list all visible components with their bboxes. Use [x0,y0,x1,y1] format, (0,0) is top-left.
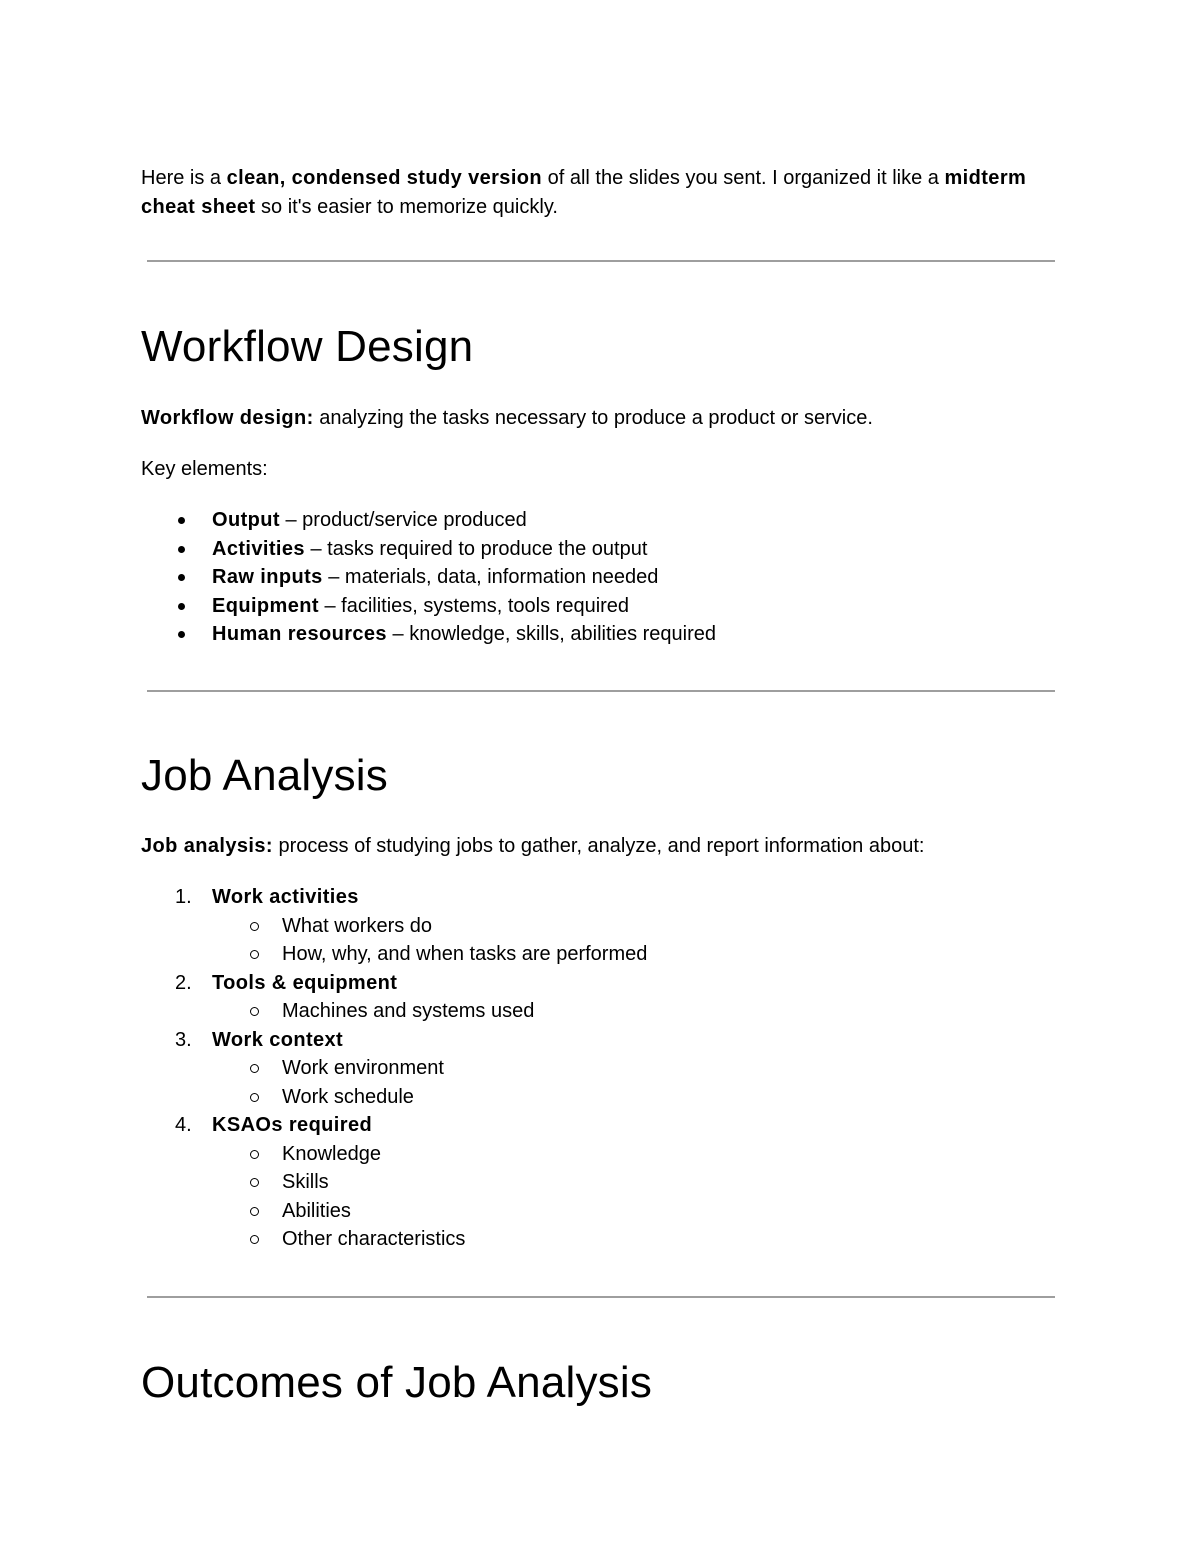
hollow-bullet-icon [250,950,259,959]
sub-list [141,1140,647,1254]
hollow-bullet-icon [250,1235,259,1244]
hollow-bullet-icon [250,1178,259,1187]
sub-item [141,1083,647,1112]
item-term: Raw inputs [212,566,323,589]
numbered-item [141,969,647,1026]
item-term: Work context [212,1028,344,1051]
bullet-icon [178,546,185,553]
hollow-bullet-icon [250,1150,259,1159]
intro-bold-1: clean, condensed study version [226,167,543,189]
item-text: – knowledge, skills, abilities required [386,623,717,646]
workflow-definition-term: Workflow design: [141,407,314,429]
horizontal-rule [147,1296,1055,1298]
sub-item-text: Machines and systems used [282,1000,535,1022]
sub-item-text: Other characteristics [282,1228,466,1250]
key-elements-list [141,506,716,649]
bullet-icon [178,603,185,610]
sub-list [141,997,647,1026]
list-item [141,620,716,649]
item-text: – materials, data, information needed [322,566,659,589]
sub-item [141,1225,647,1254]
job-analysis-definition [141,832,924,860]
intro-text-2: of all the slides you sent. I organized it like a [542,167,945,189]
sub-item-text: What workers do [282,914,433,937]
hollow-bullet-icon [250,1093,259,1102]
item-number: 1. [175,886,192,908]
heading-workflow-design: Workflow Design [141,322,474,371]
workflow-definition-text: analyzing the tasks necessary to produce a product or service. [313,407,873,429]
sub-item [141,1197,647,1226]
item-number: 4. [175,1114,192,1136]
item-term: Activities [212,537,305,560]
item-number: 2. [175,971,192,994]
sub-item [141,912,647,941]
numbered-item [141,1026,647,1112]
item-term: Equipment [212,594,319,617]
job-analysis-list [141,883,647,1254]
sub-item [141,1140,647,1169]
intro-text-3: so it's easier to memorize quickly. [255,195,558,218]
hollow-bullet-icon [250,1007,259,1016]
item-term: Work activities [212,886,359,908]
sub-item-text: How, why, and when tasks are performed [282,943,648,965]
numbered-item [141,1111,647,1254]
heading-job-analysis: Job Analysis [141,751,388,800]
sub-item-text: Work environment [282,1057,444,1079]
intro-bold-2: midterm cheat sheet [141,167,1027,218]
item-term: Tools & equipment [212,971,398,994]
hollow-bullet-icon [250,1207,259,1216]
item-term: Output [212,509,280,531]
item-text: – product/service produced [279,509,527,531]
sub-item-text: Work schedule [282,1085,414,1108]
intro-paragraph [141,164,1041,221]
bullet-icon [178,574,185,581]
list-item [141,563,716,592]
list-item [141,592,716,621]
sub-list [141,912,647,969]
bullet-icon [178,517,185,524]
hollow-bullet-icon [250,1064,259,1073]
job-analysis-definition-term: Job analysis: [141,835,273,857]
heading-outcomes-of-job-analysis: Outcomes of Job Analysis [141,1358,653,1407]
list-item [141,535,716,564]
item-number: 3. [175,1028,192,1051]
item-term: Human resources [212,623,387,646]
sub-item-text: Abilities [282,1199,351,1222]
sub-item [141,1168,647,1197]
sub-item-text: Knowledge [282,1142,381,1165]
key-elements-label: Key elements: [141,458,268,480]
sub-list [141,1054,647,1111]
item-text: – tasks required to produce the output [304,537,648,560]
job-analysis-definition-text: process of studying jobs to gather, analyze, and report information about: [272,835,925,857]
workflow-definition [141,404,873,432]
sub-item-text: Skills [282,1171,329,1193]
sub-item [141,997,647,1026]
horizontal-rule [147,690,1055,692]
item-term: KSAOs required [212,1114,373,1136]
item-text: – facilities, systems, tools required [318,594,630,617]
sub-item [141,1054,647,1083]
numbered-item [141,883,647,969]
bullet-icon [178,631,185,638]
sub-item [141,940,647,969]
intro-text-1: Here is a [141,167,227,189]
list-item [141,506,716,535]
hollow-bullet-icon [250,922,259,931]
horizontal-rule [147,260,1055,262]
